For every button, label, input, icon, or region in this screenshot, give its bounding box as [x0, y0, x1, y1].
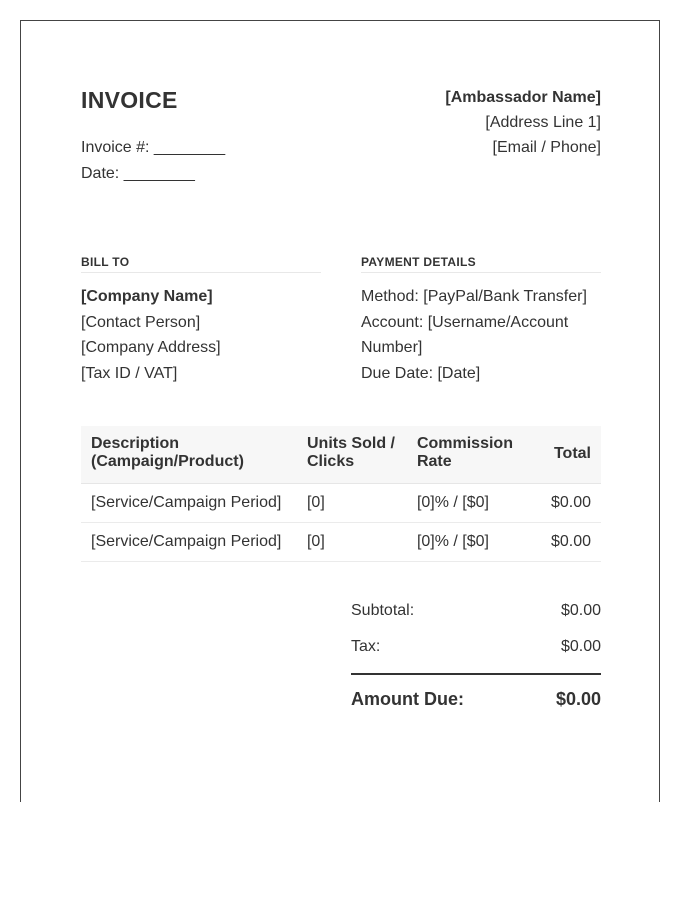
bill-to-body: [81, 284, 321, 386]
row-total: $0.00: [541, 484, 601, 523]
header-rate-line-1: Commission: [416, 435, 513, 452]
bill-to-contact: [Contact Person]: [81, 313, 201, 331]
tax-value: $0.00: [560, 638, 601, 655]
amount-due-label: Amount Due:: [351, 688, 464, 709]
bill-to-tax-id: [Tax ID / VAT]: [81, 364, 178, 382]
table-header: [81, 426, 601, 484]
header-description-line-2: (Campaign/Product): [91, 453, 244, 470]
header-description: [81, 426, 297, 484]
subtotal-label: Subtotal:: [351, 602, 415, 619]
payment-due-date: Due Date: [Date]: [361, 364, 481, 382]
table-header-row: [81, 426, 601, 484]
line-items-table: [81, 426, 601, 562]
payment-account-line-2: Number]: [361, 339, 423, 356]
payment-method: Method: [PayPal/Bank Transfer]: [361, 288, 587, 305]
payment-details-heading: PAYMENT DETAILS: [361, 255, 601, 273]
invoice-number-line: Invoice #: ________: [81, 139, 226, 156]
subtotal-value: $0.00: [560, 602, 601, 619]
header-units: [297, 426, 407, 484]
bill-to-heading: BILL TO: [81, 255, 321, 273]
header-description-line-1: Description: [91, 435, 180, 452]
tax-label: Tax:: [351, 638, 381, 655]
header-total: Total: [541, 426, 601, 484]
invoice-title: INVOICE: [81, 87, 178, 113]
sender-contact: [Email / Phone]: [492, 139, 601, 156]
table-row: [81, 523, 601, 562]
row-total: $0.00: [541, 523, 601, 562]
payment-account-line-1: Account: [Username/Account: [361, 313, 569, 331]
header-rate-line-2: Rate: [416, 453, 452, 470]
header-units-line-2: Clicks: [306, 453, 355, 470]
subtotal-row: [351, 593, 601, 629]
sender-name: [Ambassador Name]: [445, 89, 601, 106]
tax-row: [351, 629, 601, 665]
row-units: [0]: [297, 484, 407, 523]
header-units-line-1: Units Sold /: [306, 435, 395, 452]
totals-summary: [351, 593, 601, 723]
amount-due-value: $0.00: [555, 688, 601, 709]
payment-details-section: [361, 255, 601, 386]
row-description: [Service/Campaign Period]: [81, 523, 297, 562]
bill-to-section: [81, 255, 321, 386]
row-rate: [0]% / [$0]: [407, 484, 541, 523]
row-description: [Service/Campaign Period]: [81, 484, 297, 523]
sender-block: [445, 85, 601, 160]
bill-to-company: [Company Name]: [81, 288, 213, 305]
payment-details-body: [361, 284, 601, 386]
sender-address: [Address Line 1]: [485, 114, 601, 131]
table-body: [81, 484, 601, 562]
row-rate: [0]% / [$0]: [407, 523, 541, 562]
row-units: [0]: [297, 523, 407, 562]
table-row: [81, 484, 601, 523]
amount-due-row: [351, 675, 601, 723]
invoice-page: [20, 20, 660, 802]
invoice-date-line: Date: ________: [81, 165, 195, 182]
header-rate: [407, 426, 541, 484]
bill-to-address: [Company Address]: [81, 339, 221, 356]
